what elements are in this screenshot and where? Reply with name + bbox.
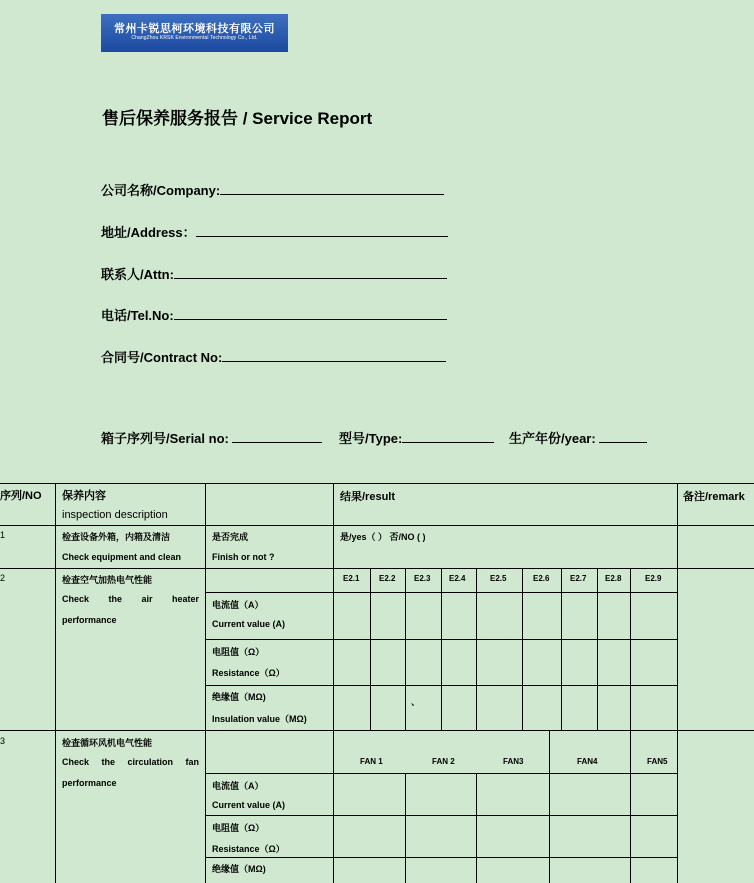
serial-no-blank[interactable] [232,430,322,443]
col-e2-1: E2.1 [343,574,360,583]
type-blank[interactable] [402,430,494,443]
row3-resistance-cn: 电阻值（Ω） [212,823,265,833]
table-line [476,773,477,883]
row2-resistance-cn: 电阻值（Ω） [212,647,265,657]
table-line [370,568,371,730]
col-fan-1: FAN 1 [360,757,383,766]
row2-desc-en-cont: performance [62,615,117,625]
col-e2-3: E2.3 [414,574,431,583]
col-fan-5: FAN5 [647,757,668,766]
col-fan-2: FAN 2 [432,757,455,766]
row2-desc-cn: 检查空气加热电气性能 [62,575,153,585]
year-label: 生产年份/year: [509,431,596,446]
row1-no: 1 [0,530,6,540]
serial-no-label: 箱子序列号/Serial no: [101,431,229,446]
row1-item-cn: 是否完成 [212,532,249,542]
tel-field [101,305,447,324]
table-line [205,483,206,883]
table-line [405,773,406,883]
table-line [333,483,334,883]
address-field [101,222,448,241]
row3-current-en: Current value (A) [212,800,286,810]
header-no: 序列/NO [0,490,42,502]
row1-desc-cn: 检查设备外箱，内箱及清洁 [62,532,171,542]
table-line [405,568,406,730]
row1-desc-en: Check equipment and clean [62,552,182,562]
tel-label: 电话/Tel.No: [101,308,174,323]
row2-no: 2 [0,573,6,583]
header-result: 结果/result [340,491,396,503]
col-e2-5: E2.5 [490,574,507,583]
row2-insulation-en: Insulation value（MΩ) [212,714,307,724]
col-e2-9: E2.9 [645,574,662,583]
row3-desc-en-cont: performance [62,778,117,788]
tel-blank[interactable] [174,307,447,320]
serial-no-field [101,428,322,447]
col-e2-6: E2.6 [533,574,550,583]
attn-label: 联系人/Attn: [101,267,174,282]
company-field [101,180,444,199]
table-line [522,568,523,730]
col-fan-4: FAN4 [577,757,598,766]
header-content-cn: 保养内容 [62,490,106,502]
table-line [205,857,677,858]
contract-field [101,347,446,366]
row2-current-cn: 电流值（A） [212,600,264,610]
page-title: 售后保养服务报告 / Service Report [102,109,373,128]
attn-blank[interactable] [174,266,447,279]
year-field [509,428,647,447]
type-field [339,428,494,447]
logo-english-name: ChangZhou KRSK Environmental Technology Co., Ltd. [131,35,258,41]
row3-resistance-en: Resistance（Ω） [212,844,285,854]
row2-desc-en: Check the air heater [62,594,199,604]
col-e2-4: E2.4 [449,574,466,583]
col-e2-8: E2.8 [605,574,622,583]
row3-current-cn: 电流值（A） [212,781,264,791]
col-fan-3: FAN3 [503,757,524,766]
table-line [597,568,598,730]
table-line [0,525,754,526]
table-line [677,483,678,883]
table-line [205,815,677,816]
row2-current-en: Current value (A) [212,619,286,629]
row2-insulation-cn: 绝缘值（MΩ) [212,692,266,702]
table-line [476,568,477,730]
table-line [0,568,754,569]
table-line [205,773,677,774]
table-line [630,568,631,730]
header-content-en: inspection description [62,509,168,521]
header-remark: 备注/remark [683,491,745,503]
row2-resistance-en: Resistance（Ω） [212,668,285,678]
row1-item-en: Finish or not ? [212,552,275,562]
row1-result[interactable]: 是/yes（ ） 否/NO ( ) [340,532,426,542]
row3-desc-en: Check the circulation fan [62,757,199,767]
address-label: 地址/Address： [101,225,196,240]
table-line [441,568,442,730]
row3-insulation-cn: 绝缘值（MΩ) [212,864,266,874]
col-e2-2: E2.2 [379,574,396,583]
logo-chinese-name: 常州卡锐思柯环境科技有限公司 [114,23,275,35]
contract-label: 合同号/Contract No: [101,350,223,365]
address-blank[interactable] [196,224,448,237]
row3-no: 3 [0,736,6,746]
company-logo [101,14,288,52]
table-line [0,483,754,484]
year-blank[interactable] [599,430,647,443]
col-e2-7: E2.7 [570,574,587,583]
contract-blank[interactable] [222,349,446,362]
attn-field [101,264,447,283]
table-line [549,730,550,883]
stray-mark: 、 [411,697,421,707]
company-blank[interactable] [220,182,444,195]
table-line [0,730,754,731]
company-label: 公司名称/Company: [101,183,221,198]
table-line [630,730,631,883]
table-line [561,568,562,730]
table-line [55,483,56,883]
row3-desc-cn: 检查循环风机电气性能 [62,738,153,748]
type-label: 型号/Type: [339,431,403,446]
